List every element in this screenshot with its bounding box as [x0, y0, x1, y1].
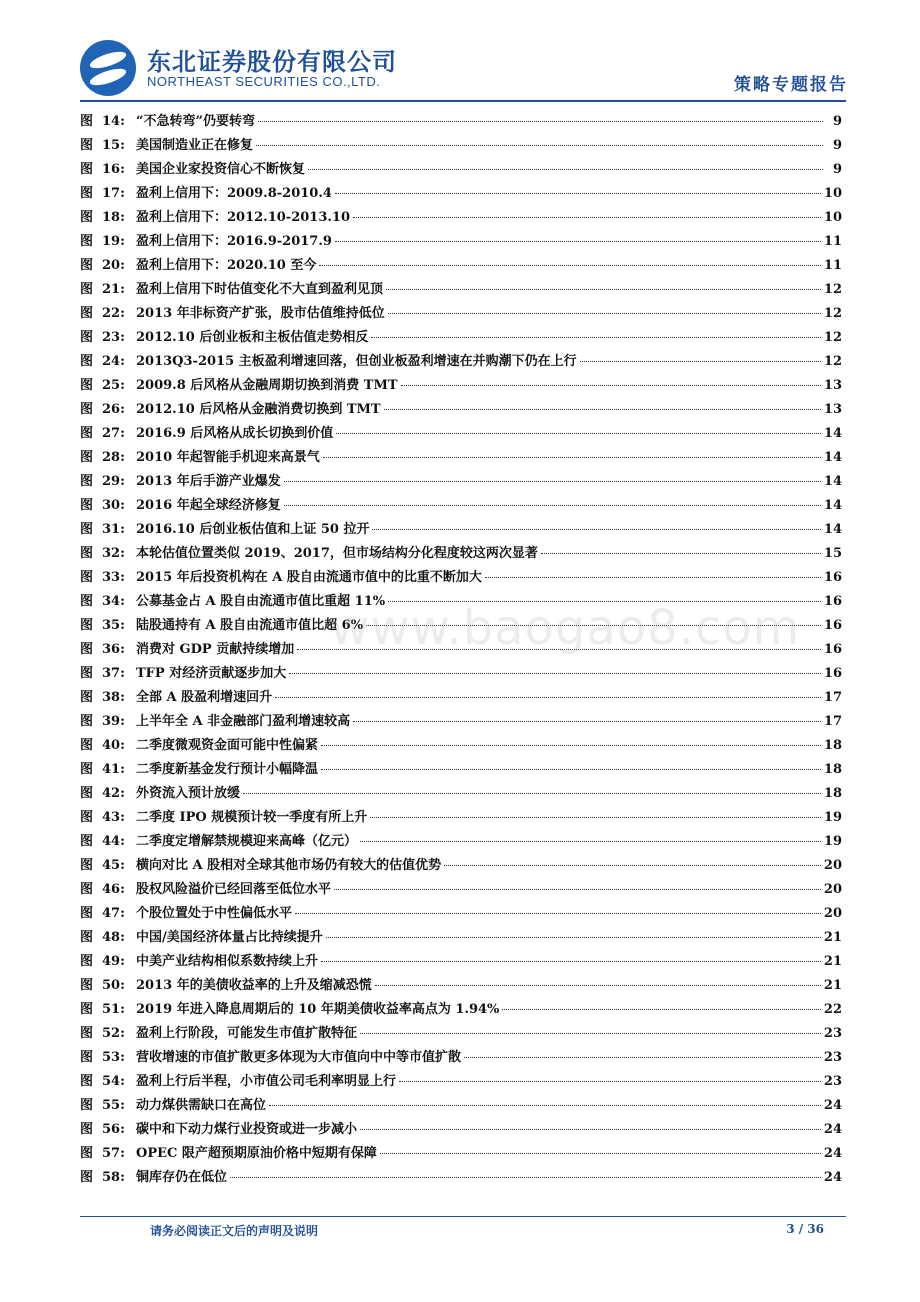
toc-page-number: 23: [823, 1074, 842, 1089]
toc-figure-title: 2012.10 后创业板和主板估值走势相反: [136, 330, 369, 345]
toc-figure-number: 50:: [102, 978, 125, 993]
toc-figure-number: 38:: [102, 690, 125, 705]
toc-figure-title: 个股位置处于中性偏低水平: [136, 906, 293, 921]
toc-label: 图: [80, 978, 94, 993]
toc-leader-dots: [388, 312, 821, 314]
toc-figure-title: 2016 年起全球经济修复: [136, 498, 281, 513]
toc-figure-number: 26:: [102, 402, 125, 417]
toc-leader-dots: [284, 504, 821, 506]
toc-entry[interactable]: [80, 1166, 842, 1190]
toc-figure-number: 53:: [102, 1050, 125, 1065]
toc-leader-dots: [284, 480, 821, 482]
toc-figure-title: OPEC 限产超预期原油价格中短期有保障: [136, 1146, 377, 1161]
toc-figure-number: 19:: [102, 234, 125, 249]
toc-label: 图: [80, 258, 94, 273]
toc-leader-dots: [289, 672, 821, 674]
toc-figure-title: 外资流入预计放缓: [136, 786, 241, 801]
toc-figure-title: 美国制造业正在修复: [136, 138, 254, 153]
toc-label: 图: [80, 618, 94, 633]
toc-entry[interactable]: [80, 398, 842, 422]
toc-page-number: 14: [823, 450, 842, 465]
toc-leader-dots: [256, 144, 823, 146]
toc-entry[interactable]: [80, 710, 842, 734]
toc-figure-number: 21:: [102, 282, 125, 297]
toc-figure-number: 31:: [102, 522, 125, 537]
toc-leader-dots: [372, 528, 820, 530]
toc-label: 图: [80, 474, 94, 489]
toc-figure-number: 40:: [102, 738, 125, 753]
toc-leader-dots: [360, 840, 821, 842]
toc-figure-title: 2013 年非标资产扩张，股市估值维持低位: [136, 306, 385, 321]
toc-label: 图: [80, 954, 94, 969]
toc-figure-title: 股权风险溢价已经回落至低位水平: [136, 882, 332, 897]
toc-figure-number: 22:: [102, 306, 125, 321]
toc-entry[interactable]: [80, 542, 842, 566]
toc-figure-number: 16:: [102, 162, 125, 177]
toc-entry[interactable]: [80, 998, 842, 1022]
toc-label: 图: [80, 834, 94, 849]
toc-page-number: 20: [823, 858, 842, 873]
toc-leader-dots: [258, 120, 823, 122]
toc-page-number: 21: [823, 978, 842, 993]
toc-label: 图: [80, 1074, 94, 1089]
toc-entry[interactable]: [80, 974, 842, 998]
toc-figure-number: 36:: [102, 642, 125, 657]
toc-leader-dots: [580, 360, 821, 362]
toc-figure-title: 2013 年的美债收益率的上升及缩减恐慌: [136, 978, 372, 993]
toc-page-number: 14: [823, 498, 842, 513]
toc-leader-dots: [401, 384, 821, 386]
toc-page-number: 15: [823, 546, 842, 561]
toc-page-number: 13: [823, 378, 842, 393]
toc-figure-title: 2019 年进入降息周期后的 10 年期美债收益率高点为 1.94%: [136, 1002, 500, 1017]
toc-label: 图: [80, 1026, 94, 1041]
toc-page-number: 16: [823, 618, 842, 633]
toc-figure-number: 52:: [102, 1026, 125, 1041]
toc-leader-dots: [335, 240, 821, 242]
toc-figure-number: 23:: [102, 330, 125, 345]
toc-label: 图: [80, 426, 94, 441]
toc-figure-number: 25:: [102, 378, 125, 393]
toc-label: 图: [80, 594, 94, 609]
toc-page-number: 18: [823, 762, 842, 777]
toc-page-number: 16: [823, 594, 842, 609]
toc-figure-title: 盈利上行阶段，可能发生市值扩散特征: [136, 1026, 358, 1041]
toc-figure-title: 动力煤供需缺口在高位: [136, 1098, 267, 1113]
toc-entry[interactable]: [80, 494, 842, 518]
toc-figure-number: 39:: [102, 714, 125, 729]
toc-figure-number: 28:: [102, 450, 125, 465]
toc-figure-number: 41:: [102, 762, 125, 777]
toc-page-number: 14: [823, 426, 842, 441]
toc-entry[interactable]: [80, 902, 842, 926]
toc-entry[interactable]: [80, 230, 842, 254]
toc-page-number: 21: [823, 930, 842, 945]
toc-leader-dots: [269, 1104, 821, 1106]
toc-entry[interactable]: [80, 782, 842, 806]
toc-leader-dots: [335, 192, 821, 194]
toc-page-number: 16: [823, 570, 842, 585]
toc-leader-dots: [336, 432, 821, 434]
toc-label: 图: [80, 906, 94, 921]
toc-page-number: 17: [823, 690, 842, 705]
toc-leader-dots: [243, 792, 821, 794]
toc-entry[interactable]: [80, 350, 842, 374]
toc-figure-number: 15:: [102, 138, 125, 153]
toc-page-number: 11: [823, 258, 842, 273]
toc-page-number: 24: [823, 1122, 842, 1137]
toc-figure-title: 二季度定增解禁规模迎来高峰（亿元）: [136, 834, 358, 849]
toc-label: 图: [80, 666, 94, 681]
toc-page-number: 23: [823, 1050, 842, 1065]
toc-entry[interactable]: [80, 374, 842, 398]
toc-page-number: 12: [823, 330, 842, 345]
toc-entry[interactable]: [80, 302, 842, 326]
toc-label: 图: [80, 786, 94, 801]
toc-label: 图: [80, 498, 94, 513]
toc-figure-number: 27:: [102, 426, 125, 441]
toc-label: 图: [80, 882, 94, 897]
toc-figure-title: 2012.10 后风格从金融消费切换到 TMT: [136, 402, 381, 417]
toc-page-number: 19: [823, 810, 842, 825]
toc-figure-number: 34:: [102, 594, 125, 609]
toc-label: 图: [80, 546, 94, 561]
toc-figure-title: 营收增速的市值扩散更多体现为大市值向中中等市值扩散: [136, 1050, 462, 1065]
toc-page-number: 9: [832, 162, 842, 177]
toc-figure-number: 49:: [102, 954, 125, 969]
toc-entry[interactable]: [80, 1118, 842, 1142]
toc-figure-number: 46:: [102, 882, 125, 897]
toc-leader-dots: [353, 216, 821, 218]
toc-entry[interactable]: [80, 446, 842, 470]
toc-page-number: 24: [823, 1170, 842, 1185]
toc-label: 图: [80, 714, 94, 729]
toc-page-number: 18: [823, 738, 842, 753]
toc-entry[interactable]: [80, 1022, 842, 1046]
toc-page-number: 20: [823, 882, 842, 897]
toc-figure-title: 上半年全 A 非金融部门盈利增速较高: [136, 714, 351, 729]
page-header: [0, 0, 920, 100]
toc-leader-dots: [323, 456, 821, 458]
toc-label: 图: [80, 1098, 94, 1113]
toc-leader-dots: [360, 1128, 821, 1130]
toc-figure-title: “不急转弯”仍要转弯: [136, 114, 255, 129]
toc-leader-dots: [384, 408, 821, 410]
toc-figure-title: 中美产业结构相似系数持续上升: [136, 954, 319, 969]
toc-entry[interactable]: [80, 1046, 842, 1070]
toc-entry[interactable]: [80, 758, 842, 782]
toc-entry[interactable]: [80, 1142, 842, 1166]
toc-leader-dots: [321, 960, 821, 962]
toc-page-number: 11: [823, 234, 842, 249]
report-type: 策略专题报告: [734, 75, 848, 95]
toc-figure-title: 二季度新基金发行预计小幅降温: [136, 762, 319, 777]
toc-figure-title: 公募基金占 A 股自由流通市值比重超 11%: [136, 594, 386, 609]
toc-figure-number: 37:: [102, 666, 125, 681]
toc-label: 图: [80, 186, 94, 201]
toc-page-number: 19: [823, 834, 842, 849]
toc-leader-dots: [370, 816, 821, 818]
toc-figure-number: 57:: [102, 1146, 125, 1161]
toc-leader-dots: [230, 1176, 821, 1178]
toc-figure-title: 2013Q3-2015 主板盈利增速回落，但创业板盈利增速在并购潮下仍在上行: [136, 354, 577, 369]
toc-page-number: 9: [832, 138, 842, 153]
toc-figure-title: 2016.10 后创业板估值和上证 50 拉开: [136, 522, 370, 537]
toc-leader-dots: [321, 768, 821, 770]
toc-entry[interactable]: [80, 686, 842, 710]
toc-leader-dots: [319, 264, 821, 266]
toc-label: 图: [80, 522, 94, 537]
toc-figure-title: 2009.8 后风格从金融周期切换到消费 TMT: [136, 378, 398, 393]
toc-leader-dots: [485, 576, 821, 578]
toc-leader-dots: [321, 744, 821, 746]
toc-leader-dots: [375, 984, 821, 986]
toc-label: 图: [80, 282, 94, 297]
toc-page-number: 14: [823, 474, 842, 489]
toc-figure-number: 48:: [102, 930, 125, 945]
toc-label: 图: [80, 1146, 94, 1161]
toc-figure-title: 盈利上信用下时估值变化不大直到盈利见顶: [136, 282, 384, 297]
toc-entry[interactable]: [80, 254, 842, 278]
toc-figure-number: 33:: [102, 570, 125, 585]
toc-figure-number: 58:: [102, 1170, 125, 1185]
toc-entry[interactable]: [80, 518, 842, 542]
toc-page-number: 22: [823, 1002, 842, 1017]
toc-leader-dots: [399, 1080, 821, 1082]
toc-label: 图: [80, 114, 94, 129]
toc-leader-dots: [334, 888, 821, 890]
toc-figure-number: 24:: [102, 354, 125, 369]
toc-figure-number: 35:: [102, 618, 125, 633]
toc-label: 图: [80, 162, 94, 177]
toc-label: 图: [80, 378, 94, 393]
toc-figure-number: 18:: [102, 210, 125, 225]
toc-label: 图: [80, 1050, 94, 1065]
toc-page-number: 18: [823, 786, 842, 801]
toc-entry[interactable]: [80, 206, 842, 230]
toc-figure-number: 55:: [102, 1098, 125, 1113]
disclaimer-note: 请务必阅读正文后的声明及说明: [150, 1224, 319, 1238]
toc-leader-dots: [353, 720, 821, 722]
toc-label: 图: [80, 354, 94, 369]
toc-figure-title: 碳中和下动力煤行业投资或进一步减小: [136, 1122, 358, 1137]
toc-figure-title: 盈利上信用下：2012.10-2013.10: [136, 210, 350, 225]
toc-page-number: 17: [823, 714, 842, 729]
toc-entry[interactable]: [80, 830, 842, 854]
watermark: www.baogao8.com: [330, 600, 801, 656]
toc-label: 图: [80, 858, 94, 873]
toc-figure-title: 2010 年起智能手机迎来高景气: [136, 450, 320, 465]
toc-leader-dots: [308, 168, 823, 170]
toc-figure-number: 17:: [102, 186, 125, 201]
toc-figure-title: 本轮估值位置类似 2019、2017，但市场结构分化程度较这两次显著: [136, 546, 538, 561]
toc-page-number: 13: [823, 402, 842, 417]
toc-page-number: 21: [823, 954, 842, 969]
toc-figure-number: 47:: [102, 906, 125, 921]
toc-page-number: 23: [823, 1026, 842, 1041]
toc-entry[interactable]: [80, 134, 842, 158]
toc-figure-number: 29:: [102, 474, 125, 489]
toc-figure-number: 14:: [102, 114, 125, 129]
toc-label: 图: [80, 450, 94, 465]
toc-figure-title: TFP 对经济贡献逐步加大: [136, 666, 287, 681]
toc-entry[interactable]: [80, 926, 842, 950]
toc-figure-title: 全部 A 股盈利增速回升: [136, 690, 273, 705]
toc-entry[interactable]: [80, 854, 842, 878]
toc-figure-number: 54:: [102, 1074, 125, 1089]
toc-entry[interactable]: [80, 422, 842, 446]
toc-leader-dots: [360, 1032, 821, 1034]
toc-entry[interactable]: [80, 1070, 842, 1094]
toc-page-number: 10: [823, 210, 842, 225]
toc-leader-dots: [464, 1056, 821, 1058]
header-divider: [80, 100, 846, 102]
toc-page-number: 12: [823, 282, 842, 297]
toc-entry[interactable]: [80, 806, 842, 830]
toc-figure-title: 铜库存仍在低位: [136, 1170, 228, 1185]
toc-label: 图: [80, 810, 94, 825]
toc-label: 图: [80, 402, 94, 417]
toc-page-number: 24: [823, 1098, 842, 1113]
toc-figure-title: 盈利上信用下：2016.9-2017.9: [136, 234, 332, 249]
toc-page-number: 10: [823, 186, 842, 201]
toc-entry[interactable]: [80, 878, 842, 902]
toc-leader-dots: [326, 936, 821, 938]
toc-entry[interactable]: [80, 278, 842, 302]
toc-label: 图: [80, 234, 94, 249]
toc-figure-title: 2013 年后手游产业爆发: [136, 474, 281, 489]
toc-label: 图: [80, 306, 94, 321]
toc-label: 图: [80, 210, 94, 225]
toc-figure-title: 二季度微观资金面可能中性偏紧: [136, 738, 319, 753]
toc-label: 图: [80, 1170, 94, 1185]
toc-page-number: 20: [823, 906, 842, 921]
toc-figure-title: 2016.9 后风格从成长切换到价值: [136, 426, 334, 441]
footer-divider: [80, 1216, 846, 1217]
toc-entry[interactable]: [80, 470, 842, 494]
toc-entry[interactable]: [80, 662, 842, 686]
toc-label: 图: [80, 138, 94, 153]
toc-page-number: 16: [823, 666, 842, 681]
toc-entry[interactable]: [80, 566, 842, 590]
company-name-cn: 东北证券股份有限公司: [147, 48, 397, 76]
toc-entry[interactable]: [80, 110, 842, 134]
toc-label: 图: [80, 930, 94, 945]
toc-label: 图: [80, 738, 94, 753]
toc-figure-title: 横向对比 A 股相对全球其他市场仍有较大的估值优势: [136, 858, 442, 873]
toc-figure-title: 盈利上信用下：2009.8-2010.4: [136, 186, 332, 201]
toc-entry[interactable]: [80, 158, 842, 182]
company-name-en: NORTHEAST SECURITIES CO.,LTD.: [147, 74, 381, 89]
toc-entry[interactable]: [80, 734, 842, 758]
toc-leader-dots: [275, 696, 821, 698]
toc-page-number: 16: [823, 642, 842, 657]
toc-figure-title: 2015 年后投资机构在 A 股自由流通市值中的比重不断加大: [136, 570, 482, 585]
toc-page-number: 24: [823, 1146, 842, 1161]
toc-label: 图: [80, 570, 94, 585]
toc-leader-dots: [502, 1008, 821, 1010]
toc-label: 图: [80, 762, 94, 777]
toc-figure-title: 陆股通持有 A 股自由流通市值比超 6%: [136, 618, 364, 633]
toc-figure-number: 56:: [102, 1122, 125, 1137]
page-number: 3 / 36: [786, 1222, 824, 1236]
toc-figure-number: 43:: [102, 810, 125, 825]
toc-figure-title: 中国/美国经济体量占比持续提升: [136, 930, 323, 945]
toc-leader-dots: [444, 864, 821, 866]
toc-leader-dots: [295, 912, 821, 914]
toc-figure-number: 32:: [102, 546, 125, 561]
toc-page-number: 12: [823, 306, 842, 321]
toc-figure-number: 20:: [102, 258, 125, 273]
toc-page-number: 12: [823, 354, 842, 369]
toc-figure-title: 盈利上行后半程，小市值公司毛利率明显上行: [136, 1074, 397, 1089]
company-logo-icon: [80, 40, 136, 96]
toc-label: 图: [80, 1002, 94, 1017]
toc-label: 图: [80, 330, 94, 345]
toc-page-number: 9: [832, 114, 842, 129]
toc-figure-title: 二季度 IPO 规模预计较一季度有所上升: [136, 810, 368, 825]
toc-label: 图: [80, 1122, 94, 1137]
toc-figure-number: 51:: [102, 1002, 125, 1017]
toc-entry[interactable]: [80, 182, 842, 206]
toc-leader-dots: [541, 552, 821, 554]
toc-entry[interactable]: [80, 1094, 842, 1118]
toc-page-number: 14: [823, 522, 842, 537]
toc-label: 图: [80, 642, 94, 657]
toc-figure-number: 45:: [102, 858, 125, 873]
toc-entry[interactable]: [80, 326, 842, 350]
toc-figure-number: 30:: [102, 498, 125, 513]
toc-label: 图: [80, 690, 94, 705]
toc-leader-dots: [380, 1152, 821, 1154]
toc-figure-title: 美国企业家投资信心不断恢复: [136, 162, 306, 177]
toc-leader-dots: [371, 336, 821, 338]
toc-figure-number: 42:: [102, 786, 125, 801]
toc-figure-title: 消费对 GDP 贡献持续增加: [136, 642, 295, 657]
toc-entry[interactable]: [80, 950, 842, 974]
toc-figure-title: 盈利上信用下：2020.10 至今: [136, 258, 317, 273]
toc-leader-dots: [386, 288, 821, 290]
toc-figure-number: 44:: [102, 834, 125, 849]
